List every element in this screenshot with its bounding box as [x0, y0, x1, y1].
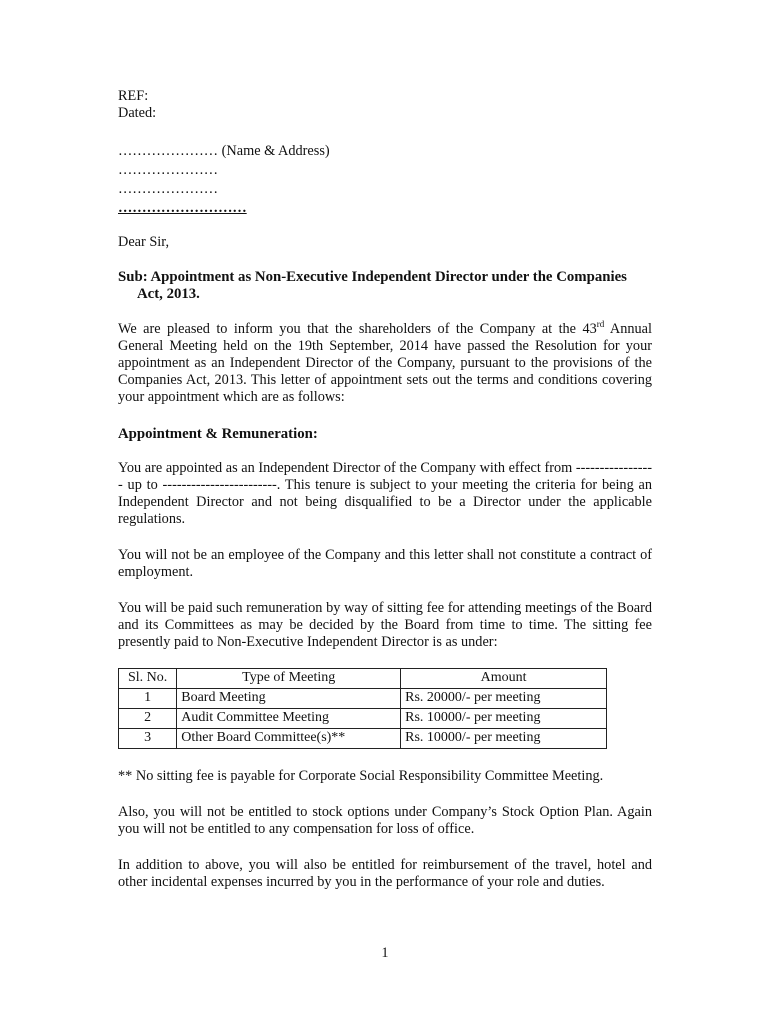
subject-line-1: Sub: Appointment as Non-Executive Independent Director under the Companies: [118, 269, 627, 285]
sitting-fee-table: [118, 668, 607, 749]
dated-label: Dated:: [118, 105, 157, 121]
ref-label: REF:: [118, 88, 149, 104]
table-header-cell: Type of Meeting: [177, 669, 401, 689]
intro-paragraph: [118, 321, 652, 406]
table-cell: Other Board Committee(s)**: [177, 729, 401, 749]
table-header-cell: Sl. No.: [119, 669, 177, 689]
reimbursement-paragraph: In addition to above, you will also be entitled for reimbursement of the travel, hotel and other incidental expenses incurred by you in the performance of your role and duties.: [118, 857, 652, 890]
table-cell: Board Meeting: [177, 689, 401, 709]
table-row: [119, 689, 607, 709]
intro-text: We are pleased to inform you that the shareholders of the Company at the 43: [118, 321, 597, 337]
address-line: ………………………: [118, 200, 247, 216]
table-row: [119, 709, 607, 729]
table-header-row: [119, 669, 607, 689]
address-line: …………………: [118, 181, 219, 197]
address-block: [118, 143, 652, 219]
employee-paragraph: You will not be an employee of the Company and this letter shall not constitute a contract of employment.: [118, 547, 652, 580]
subject-line-2: Act, 2013.: [137, 286, 200, 302]
section-heading: Appointment & Remuneration:: [118, 426, 318, 442]
intro-superscript: rd: [596, 319, 605, 329]
intro-text-continued: Annual General Meeting held on the 19th September, 2014 have passed the Resolution for your appointment as an Independent Director of the Company, pursuant to the provisions of the Companies Act, 2013. This letter of appointment sets out the terms and conditions covering your appointment which are as follows:: [118, 321, 652, 405]
table-cell: 1: [119, 689, 177, 709]
table-cell: 3: [119, 729, 177, 749]
subject-line: [118, 269, 652, 303]
table-cell: Rs. 20000/- per meeting: [401, 689, 607, 709]
page-number: 1: [381, 945, 389, 961]
table-cell: Rs. 10000/- per meeting: [401, 709, 607, 729]
remuneration-paragraph: You will be paid such remuneration by way of sitting fee for attending meetings of the Board and its Committees as may be decided by the Board from time to time. The sitting fee presently paid to Non-Executive Independent Director is as under:: [118, 600, 652, 650]
table-row: [119, 729, 607, 749]
reference-block: [118, 88, 652, 122]
stock-options-paragraph: Also, you will not be entitled to stock options under Company’s Stock Option Plan. Again you will not be entitled to any compensation for loss of office.: [118, 804, 652, 837]
table-cell: 2: [119, 709, 177, 729]
address-line: ………………… (Name & Address): [118, 143, 330, 159]
table-cell: Audit Committee Meeting: [177, 709, 401, 729]
address-line: …………………: [118, 162, 219, 178]
footnote: ** No sitting fee is payable for Corporate Social Responsibility Committee Meeting.: [118, 768, 604, 784]
table-header-cell: Amount: [401, 669, 607, 689]
table-cell: Rs. 10000/- per meeting: [401, 729, 607, 749]
appointment-paragraph: You are appointed as an Independent Director of the Company with effect from ----------------- up to ------------------------. This tenure is subject to your meeting the criteria for being an Independent Director and not being disqualified to be a Director under the applicable regulations.: [118, 460, 652, 527]
salutation: Dear Sir,: [118, 234, 170, 250]
